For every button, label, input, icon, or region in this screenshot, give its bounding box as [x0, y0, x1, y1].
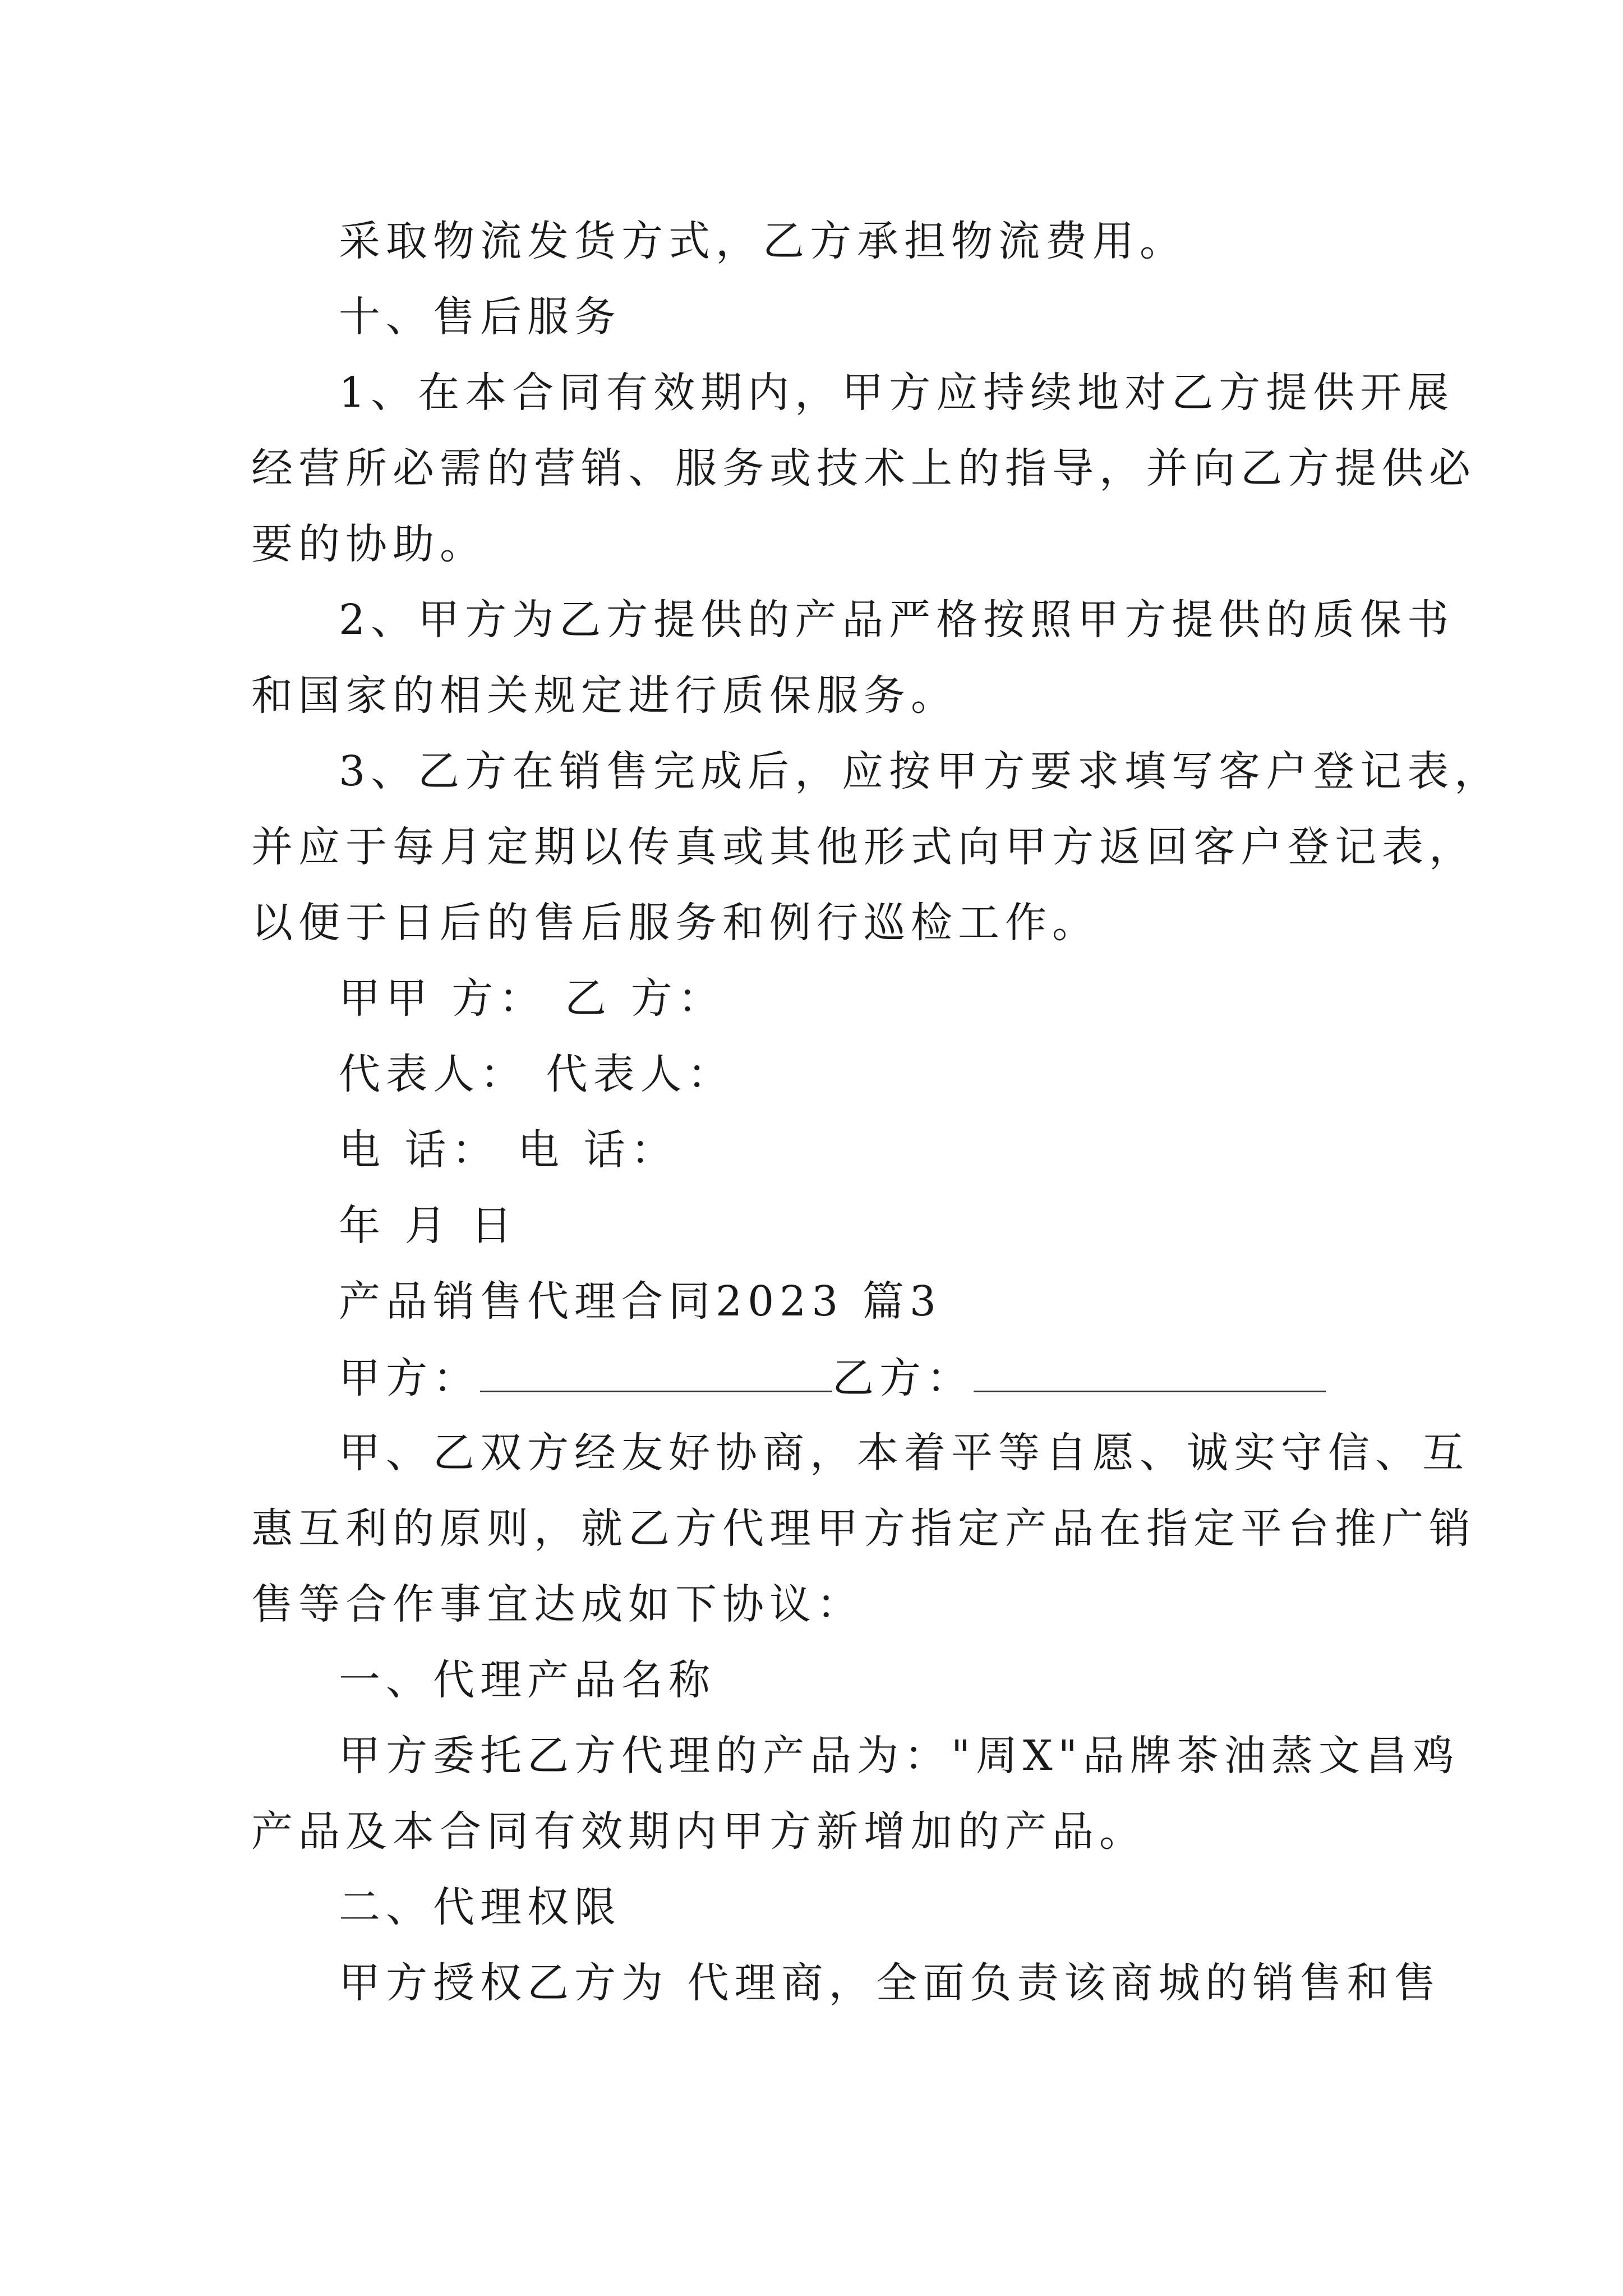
paragraph-line: 售等合作事宜达成如下协议：: [251, 1580, 864, 1628]
paragraph-line: 1、在本合同有效期内，甲方应持续地对乙方提供开展: [339, 369, 1455, 417]
signature-phones: 电 话： 电 话：: [339, 1126, 678, 1174]
signature-date: 年 月 日: [339, 1202, 518, 1250]
paragraph-line: 和国家的相关规定进行质保服务。: [251, 671, 958, 720]
contract-title: 产品销售代理合同2023 篇3: [339, 1277, 942, 1326]
paragraph-line: 产品及本合同有效期内甲方新增加的产品。: [251, 1807, 1146, 1856]
signature-parties: 甲甲 方： 乙 方：: [339, 974, 725, 1023]
paragraph-line: 3、乙方在销售完成后，应按甲方要求填写客户登记表，: [339, 747, 1502, 795]
paragraph-line: 采取物流发货方式，乙方承担物流费用。: [339, 217, 1187, 265]
section-heading: 十、售后服务: [339, 293, 621, 341]
paragraph-line: 甲、乙双方经友好协商，本着平等自愿、诚实守信、互: [339, 1429, 1469, 1477]
paragraph-line: 要的协助。: [251, 520, 487, 568]
party-b-label: 乙方：: [832, 1354, 974, 1402]
section-heading: 二、代理权限: [339, 1883, 621, 1931]
parties-blank-line: [339, 1349, 1326, 1406]
paragraph-line: 以便于日后的售后服务和例行巡检工作。: [251, 899, 1099, 947]
paragraph-line: 并应于每月定期以传真或其他形式向甲方返回客户登记表，: [251, 823, 1476, 871]
party-a-blank: [480, 1349, 832, 1392]
paragraph-line: 惠互利的原则，就乙方代理甲方指定产品在指定平台推广销: [251, 1504, 1476, 1553]
paragraph-line: 2、甲方为乙方提供的产品严格按照甲方提供的质保书: [339, 596, 1455, 644]
party-a-label: 甲方：: [339, 1354, 480, 1402]
party-b-blank: [974, 1349, 1326, 1392]
signature-representatives: 代表人： 代表人：: [339, 1050, 735, 1098]
section-heading: 一、代理产品名称: [339, 1656, 716, 1704]
paragraph-line: 经营所必需的营销、服务或技术上的指导，并向乙方提供必: [251, 444, 1476, 493]
paragraph-line: 甲方授权乙方为 代理商，全面负责该商城的销售和售: [339, 1959, 1441, 2007]
paragraph-line: 甲方委托乙方代理的产品为："周X"品牌茶油蒸文昌鸡: [339, 1732, 1460, 1780]
